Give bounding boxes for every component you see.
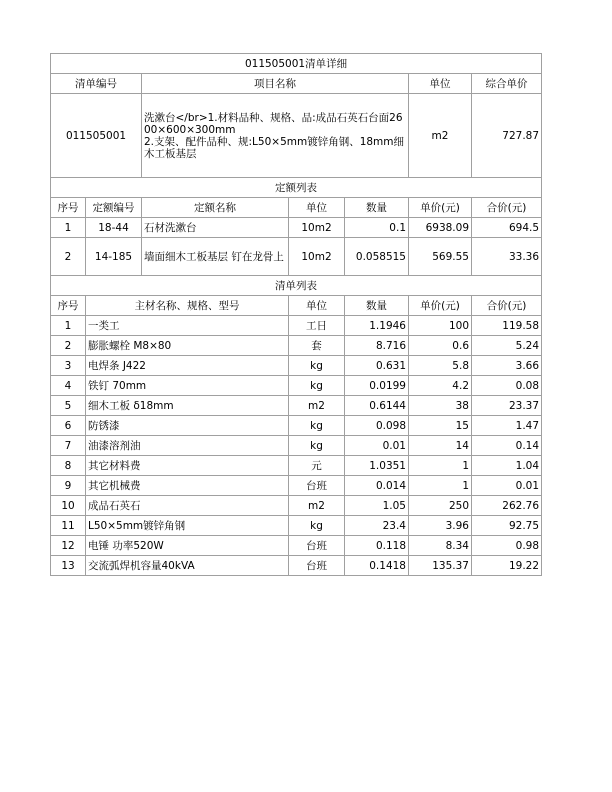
material-section-title: 清单列表 [51,276,542,296]
material-row-qty: 0.01 [345,436,409,456]
table-title: 011505001清单详细 [51,54,542,74]
material-row [51,476,542,496]
item-name-line2: 2.支架、配件品种、规:L50×5mm镀锌角钢、18mm细木工板基层 [144,135,405,160]
quota-row-qty: 0.058515 [345,238,409,276]
item-name [142,94,409,178]
material-row-name: 交流弧焊机容量40kVA [86,556,289,576]
material-row-unit: kg [289,436,345,456]
material-row-unit-price: 250 [409,496,472,516]
quota-row-unit: 10m2 [289,218,345,238]
material-row-name: 一类工 [86,316,289,336]
material-row [51,516,542,536]
material-row-total: 1.04 [472,456,542,476]
quota-row-unit-price: 6938.09 [409,218,472,238]
material-row-seq: 5 [51,396,86,416]
item-unit: m2 [409,94,472,178]
material-row-seq: 2 [51,336,86,356]
material-row-unit-price: 4.2 [409,376,472,396]
material-row [51,376,542,396]
material-row-seq: 8 [51,456,86,476]
quota-row-seq: 2 [51,238,86,276]
material-header-name: 主材名称、规格、型号 [86,296,289,316]
material-row-seq: 11 [51,516,86,536]
material-row-seq: 13 [51,556,86,576]
quota-row-total: 694.5 [472,218,542,238]
material-row-seq: 12 [51,536,86,556]
material-row-qty: 0.014 [345,476,409,496]
material-row [51,356,542,376]
material-row-unit: kg [289,376,345,396]
material-row-name: 电锤 功率520W [86,536,289,556]
material-row-qty: 1.0351 [345,456,409,476]
material-row-unit-price: 135.37 [409,556,472,576]
material-row-unit: 元 [289,456,345,476]
material-row-unit-price: 0.6 [409,336,472,356]
material-row-total: 1.47 [472,416,542,436]
material-row-unit-price: 100 [409,316,472,336]
material-row-seq: 7 [51,436,86,456]
quota-section-title: 定额列表 [51,178,542,198]
material-row-unit: 台班 [289,536,345,556]
material-row-unit-price: 15 [409,416,472,436]
material-row-qty: 23.4 [345,516,409,536]
material-row-name: 细木工板 δ18mm [86,396,289,416]
material-row [51,556,542,576]
material-row [51,396,542,416]
item-code: 011505001 [51,94,142,178]
material-row-unit: kg [289,416,345,436]
quota-row-qty: 0.1 [345,218,409,238]
material-row [51,456,542,476]
material-row-unit: kg [289,356,345,376]
material-row-name: L50×5mm镀锌角钢 [86,516,289,536]
item-name-line1: 洗漱台</br>1.材料品种、规格、品:成品石英石台面2600×600×300mm [144,111,403,136]
material-row-unit-price: 5.8 [409,356,472,376]
material-row-qty: 1.05 [345,496,409,516]
material-row-unit-price: 3.96 [409,516,472,536]
material-row-total: 92.75 [472,516,542,536]
material-header-qty: 数量 [345,296,409,316]
quota-row-name: 墙面细木工板基层 钉在龙骨上 [142,238,289,276]
material-row-unit: 套 [289,336,345,356]
material-row-unit-price: 1 [409,476,472,496]
material-row-unit: 台班 [289,556,345,576]
material-row [51,496,542,516]
material-row-seq: 6 [51,416,86,436]
quota-header-seq: 序号 [51,198,86,218]
material-row-total: 0.98 [472,536,542,556]
material-row-seq: 1 [51,316,86,336]
material-row-qty: 0.631 [345,356,409,376]
material-row-total: 0.14 [472,436,542,456]
material-header-unit: 单位 [289,296,345,316]
quota-header-unit: 单位 [289,198,345,218]
material-row-total: 19.22 [472,556,542,576]
material-header-seq: 序号 [51,296,86,316]
material-row-unit-price: 1 [409,456,472,476]
material-row-qty: 0.118 [345,536,409,556]
material-row-unit-price: 38 [409,396,472,416]
material-row-qty: 8.716 [345,336,409,356]
header-price: 综合单价 [472,74,542,94]
material-row-qty: 0.6144 [345,396,409,416]
material-row [51,416,542,436]
quota-row-name: 石材洗漱台 [142,218,289,238]
material-row-seq: 3 [51,356,86,376]
material-row-name: 防锈漆 [86,416,289,436]
material-row-qty: 0.098 [345,416,409,436]
material-row-name: 其它机械费 [86,476,289,496]
material-row-qty: 0.1418 [345,556,409,576]
material-row-total: 3.66 [472,356,542,376]
material-row-qty: 1.1946 [345,316,409,336]
quota-header-code: 定额编号 [86,198,142,218]
material-row-total: 0.01 [472,476,542,496]
material-row-seq: 4 [51,376,86,396]
material-row-total: 262.76 [472,496,542,516]
material-row-qty: 0.0199 [345,376,409,396]
quota-row-unit: 10m2 [289,238,345,276]
material-row-total: 23.37 [472,396,542,416]
material-row-total: 119.58 [472,316,542,336]
material-row-unit: m2 [289,496,345,516]
material-row-name: 电焊条 J422 [86,356,289,376]
material-header-unit-price: 单价(元) [409,296,472,316]
material-row [51,316,542,336]
quota-header-qty: 数量 [345,198,409,218]
material-row [51,536,542,556]
material-row-unit-price: 8.34 [409,536,472,556]
material-row-name: 油漆溶剂油 [86,436,289,456]
quota-row-total: 33.36 [472,238,542,276]
material-row-total: 5.24 [472,336,542,356]
material-row [51,336,542,356]
material-row-total: 0.08 [472,376,542,396]
bill-detail-table [50,53,542,576]
material-row-unit-price: 14 [409,436,472,456]
quota-row-unit-price: 569.55 [409,238,472,276]
header-unit: 单位 [409,74,472,94]
header-name: 项目名称 [142,74,409,94]
material-row-unit: 工日 [289,316,345,336]
material-row-unit: 台班 [289,476,345,496]
material-row-unit: kg [289,516,345,536]
quota-row-code: 14-185 [86,238,142,276]
quota-header-name: 定额名称 [142,198,289,218]
quota-header-unit-price: 单价(元) [409,198,472,218]
material-row-unit: m2 [289,396,345,416]
material-row-name: 成品石英石 [86,496,289,516]
quota-row-code: 18-44 [86,218,142,238]
material-row-name: 膨胀螺栓 M8×80 [86,336,289,356]
material-row-name: 其它材料费 [86,456,289,476]
item-price: 727.87 [472,94,542,178]
header-code: 清单编号 [51,74,142,94]
material-row [51,436,542,456]
material-row-name: 铁钉 70mm [86,376,289,396]
quota-header-total: 合价(元) [472,198,542,218]
material-row-seq: 9 [51,476,86,496]
material-header-total: 合价(元) [472,296,542,316]
quota-row-seq: 1 [51,218,86,238]
material-row-seq: 10 [51,496,86,516]
